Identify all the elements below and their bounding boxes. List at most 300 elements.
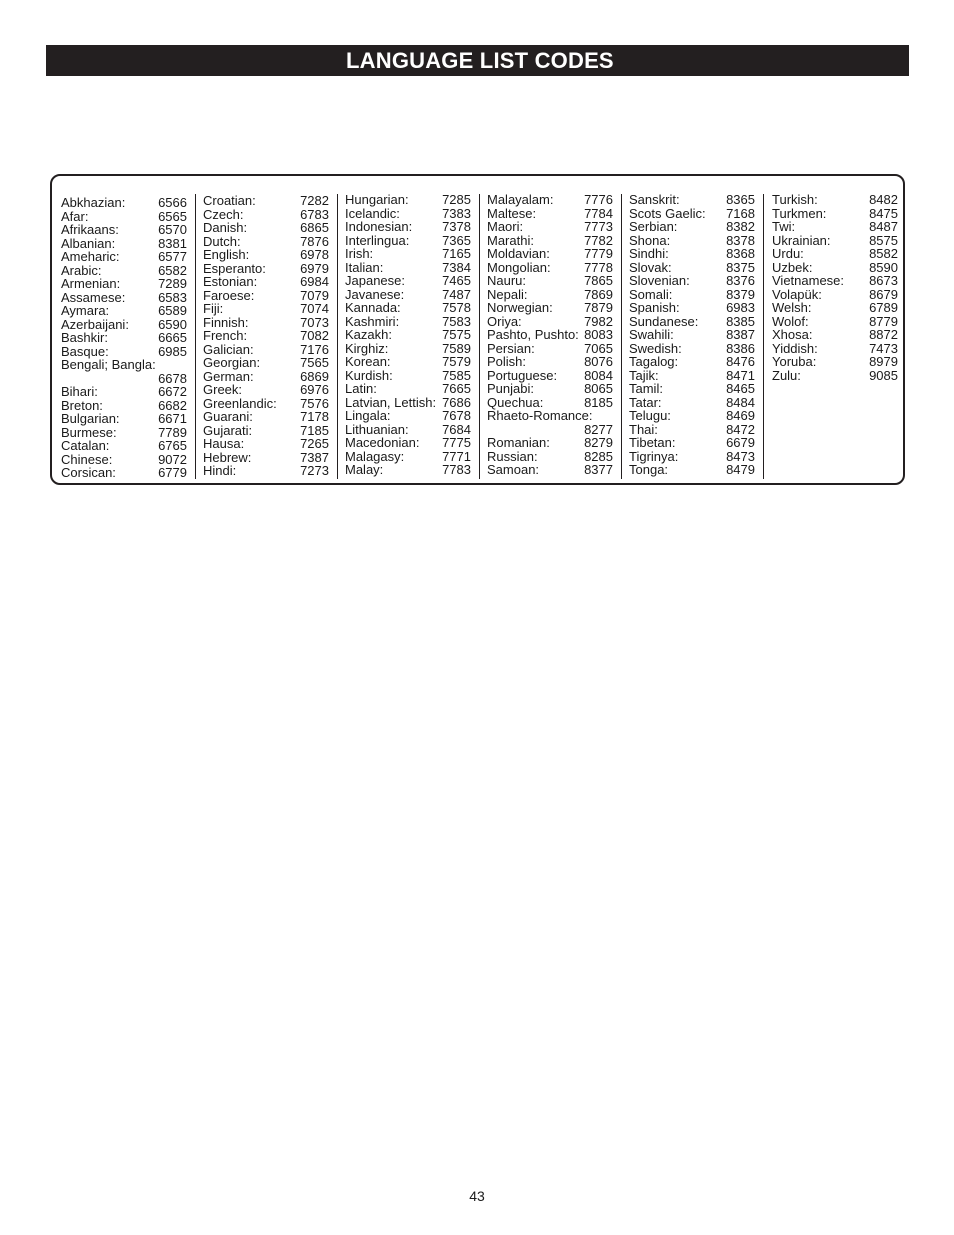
language-code: 8185 xyxy=(584,394,613,410)
language-name: Somali: xyxy=(629,286,673,302)
language-entry xyxy=(203,451,329,465)
language-name: Lingala: xyxy=(345,408,391,423)
language-entry xyxy=(203,275,329,289)
language-name: Bihari: xyxy=(61,384,98,399)
language-entry xyxy=(61,304,187,318)
language-name: Scots Gaelic: xyxy=(629,205,706,221)
language-code: 8465 xyxy=(726,381,755,396)
language-entry xyxy=(629,369,755,383)
language-entry xyxy=(203,235,329,249)
language-code: 8487 xyxy=(869,219,898,234)
language-entry xyxy=(772,247,898,261)
language-entry xyxy=(629,261,755,275)
language-code: 7779 xyxy=(584,246,613,261)
language-name: Greek: xyxy=(203,382,243,397)
language-column-2 xyxy=(203,194,329,478)
language-entry xyxy=(629,463,755,477)
language-code: 7178 xyxy=(300,409,329,424)
language-entry xyxy=(487,207,613,221)
language-code: 8379 xyxy=(726,286,755,302)
language-name: Welsh: xyxy=(772,300,812,315)
language-code: 7869 xyxy=(584,286,613,302)
language-entry xyxy=(203,302,329,316)
language-entry xyxy=(345,355,471,369)
language-name: Russian: xyxy=(487,448,538,464)
language-entry xyxy=(772,301,898,315)
language-entry xyxy=(772,288,898,302)
language-entry xyxy=(772,369,898,383)
language-code: 8575 xyxy=(869,232,898,248)
language-name: Latin: xyxy=(345,381,377,396)
language-code: 8979 xyxy=(869,354,898,369)
language-code: 6985 xyxy=(158,343,187,359)
language-code: 6869 xyxy=(300,368,329,384)
language-name: Italian: xyxy=(345,259,384,275)
language-name: Dutch: xyxy=(203,233,241,249)
language-name: Portuguese: xyxy=(487,367,558,383)
language-code: 7282 xyxy=(300,193,329,208)
language-name: Gujarati: xyxy=(203,422,253,438)
language-entry xyxy=(772,220,898,234)
language-name: English: xyxy=(203,247,250,262)
language-entry xyxy=(487,234,613,248)
language-code: 7265 xyxy=(300,436,329,451)
language-entry xyxy=(629,423,755,437)
language-name: Tibetan: xyxy=(629,435,676,450)
language-code: 8277 xyxy=(584,421,613,437)
language-code: 7185 xyxy=(300,422,329,438)
language-name: Samoan: xyxy=(487,462,540,477)
language-entry xyxy=(203,262,329,276)
language-name: Bulgarian: xyxy=(61,411,120,426)
language-entry xyxy=(345,450,471,464)
language-name: Swedish: xyxy=(629,340,682,356)
language-entry xyxy=(629,220,755,234)
language-name: Macedonian: xyxy=(345,435,420,450)
language-name: French: xyxy=(203,328,248,343)
language-entry xyxy=(61,358,187,385)
language-name: Slovak: xyxy=(629,259,672,275)
language-code: 8365 xyxy=(726,192,755,207)
language-entry xyxy=(345,288,471,302)
language-name: Polish: xyxy=(487,354,527,369)
language-code: 6577 xyxy=(158,249,187,264)
language-entry xyxy=(203,437,329,451)
language-name: Norwegian: xyxy=(487,300,553,315)
language-code: 8590 xyxy=(869,259,898,275)
language-code: 6566 xyxy=(158,195,187,210)
language-entry xyxy=(345,315,471,329)
language-name: Turkish: xyxy=(772,192,818,207)
language-name: Kashmiri: xyxy=(345,313,400,329)
language-code: 7686 xyxy=(442,394,471,410)
language-name: Tigrinya: xyxy=(629,448,679,464)
language-name: Aymara: xyxy=(61,303,110,318)
column-divider xyxy=(621,194,622,479)
language-entry xyxy=(345,396,471,410)
language-code: 6589 xyxy=(158,303,187,318)
language-name: Kurdish: xyxy=(345,367,393,383)
column-divider xyxy=(337,194,338,479)
language-code: 6590 xyxy=(158,316,187,332)
language-code: 8368 xyxy=(726,246,755,261)
language-name: Thai: xyxy=(629,421,658,437)
language-entry xyxy=(61,223,187,237)
language-code: 7578 xyxy=(442,300,471,315)
language-entry xyxy=(487,328,613,342)
language-name: Latvian, Lettish: xyxy=(345,394,437,410)
language-name: Bengali; Bangla: xyxy=(61,357,156,372)
language-name: Quechua: xyxy=(487,394,544,410)
language-entry xyxy=(772,261,898,275)
language-entry xyxy=(629,396,755,410)
language-name: Hindi: xyxy=(203,463,237,478)
language-entry xyxy=(345,193,471,207)
language-name: Sindhi: xyxy=(629,246,669,261)
language-name: Mongolian: xyxy=(487,259,551,275)
language-entry xyxy=(203,343,329,357)
column-divider xyxy=(763,194,764,479)
language-code: 7665 xyxy=(442,381,471,396)
language-entry xyxy=(61,210,187,224)
language-entry xyxy=(61,237,187,251)
language-name: Javanese: xyxy=(345,286,405,302)
language-code: 7684 xyxy=(442,421,471,437)
language-column-6 xyxy=(772,193,898,382)
language-code: 6583 xyxy=(158,289,187,305)
language-name: Nepali: xyxy=(487,286,528,302)
language-entry xyxy=(629,436,755,450)
language-name: Marathi: xyxy=(487,232,534,248)
language-entry xyxy=(487,450,613,464)
language-code: 6983 xyxy=(726,300,755,315)
language-entry xyxy=(345,382,471,396)
language-code: 7784 xyxy=(584,205,613,221)
language-entry xyxy=(345,369,471,383)
language-entry xyxy=(487,396,613,410)
language-entry xyxy=(61,318,187,332)
language-entry xyxy=(487,382,613,396)
language-name: Danish: xyxy=(203,220,248,235)
language-name: Greenlandic: xyxy=(203,395,277,411)
language-code-table xyxy=(50,174,905,485)
language-name: Icelandic: xyxy=(345,205,400,221)
language-code: 8084 xyxy=(584,367,613,383)
language-name: Abkhazian: xyxy=(61,195,126,210)
language-entry xyxy=(345,409,471,423)
language-name: Zulu: xyxy=(772,367,801,383)
language-code: 7585 xyxy=(442,367,471,383)
language-name: Persian: xyxy=(487,340,535,356)
page-title: LANGUAGE LIST CODES xyxy=(46,45,909,76)
language-name: Interlingua: xyxy=(345,232,410,248)
language-code: 7773 xyxy=(584,219,613,234)
language-name: Moldavian: xyxy=(487,246,550,261)
language-code: 8673 xyxy=(869,273,898,288)
language-name: Finnish: xyxy=(203,314,249,330)
language-name: Czech: xyxy=(203,206,244,222)
language-code: 8385 xyxy=(726,313,755,329)
language-name: Georgian: xyxy=(203,355,261,370)
language-entry xyxy=(772,342,898,356)
language-entry xyxy=(203,464,329,478)
language-entry xyxy=(629,288,755,302)
language-code: 9072 xyxy=(158,451,187,467)
language-code: 7384 xyxy=(442,259,471,275)
language-name: Uzbek: xyxy=(772,259,813,275)
language-code: 7273 xyxy=(300,463,329,478)
language-name: Korean: xyxy=(345,354,391,369)
language-entry xyxy=(487,409,613,436)
page-number: 43 xyxy=(469,1188,485,1204)
language-code: 8386 xyxy=(726,340,755,356)
language-entry xyxy=(629,382,755,396)
language-code: 8472 xyxy=(726,421,755,437)
language-entry xyxy=(61,439,187,453)
language-code: 7168 xyxy=(726,205,755,221)
language-name: Ameharic: xyxy=(61,249,120,264)
language-code: 6783 xyxy=(300,206,329,222)
language-code: 6570 xyxy=(158,222,187,237)
language-code: 7074 xyxy=(300,301,329,316)
language-entry xyxy=(203,397,329,411)
language-entry xyxy=(629,274,755,288)
language-entry xyxy=(203,194,329,208)
language-entry xyxy=(772,274,898,288)
language-name: Telugu: xyxy=(629,408,671,423)
language-code: 7378 xyxy=(442,219,471,234)
language-code: 7778 xyxy=(584,259,613,275)
language-code: 7583 xyxy=(442,313,471,329)
language-entry xyxy=(61,412,187,426)
language-entry xyxy=(487,342,613,356)
language-name: Ukrainian: xyxy=(772,232,831,248)
language-code: 8473 xyxy=(726,448,755,464)
language-entry xyxy=(203,316,329,330)
language-entry xyxy=(61,331,187,345)
language-name: Rhaeto-Romance: xyxy=(487,408,593,423)
language-entry xyxy=(61,385,187,399)
language-entry xyxy=(629,409,755,423)
language-entry xyxy=(487,436,613,450)
language-code: 7589 xyxy=(442,340,471,356)
language-entry xyxy=(629,247,755,261)
language-entry xyxy=(345,274,471,288)
language-code: 8482 xyxy=(869,192,898,207)
language-column-3 xyxy=(345,193,471,477)
language-code: 7783 xyxy=(442,462,471,477)
language-entry xyxy=(345,463,471,477)
language-name: Albanian: xyxy=(61,235,116,251)
language-entry xyxy=(345,436,471,450)
language-code: 6582 xyxy=(158,262,187,278)
language-code: 8083 xyxy=(584,327,613,342)
language-entry xyxy=(61,466,187,480)
language-entry xyxy=(203,221,329,235)
language-code: 6679 xyxy=(726,435,755,450)
language-code: 6671 xyxy=(158,411,187,426)
language-name: Fiji: xyxy=(203,301,224,316)
language-name: Irish: xyxy=(345,246,374,261)
language-entry xyxy=(487,369,613,383)
language-entry xyxy=(629,315,755,329)
language-code: 8285 xyxy=(584,448,613,464)
language-entry xyxy=(203,383,329,397)
language-column-1 xyxy=(61,196,187,480)
language-entry xyxy=(629,355,755,369)
language-name: Tagalog: xyxy=(629,354,679,369)
language-name: Malagasy: xyxy=(345,448,405,464)
language-code: 6565 xyxy=(158,208,187,224)
language-entry xyxy=(772,355,898,369)
language-entry xyxy=(345,328,471,342)
language-code: 7575 xyxy=(442,327,471,342)
language-code: 8375 xyxy=(726,259,755,275)
language-name: Hungarian: xyxy=(345,192,409,207)
language-name: Hausa: xyxy=(203,436,245,451)
language-name: Nauru: xyxy=(487,273,527,288)
column-divider xyxy=(195,194,196,479)
language-code: 8377 xyxy=(584,462,613,477)
language-code: 7082 xyxy=(300,328,329,343)
language-entry xyxy=(487,463,613,477)
language-entry xyxy=(772,207,898,221)
language-name: Serbian: xyxy=(629,219,678,234)
language-name: Assamese: xyxy=(61,289,126,305)
language-name: Slovenian: xyxy=(629,273,690,288)
language-entry xyxy=(772,315,898,329)
language-code: 6978 xyxy=(300,247,329,262)
language-entry xyxy=(487,301,613,315)
language-entry xyxy=(61,453,187,467)
language-name: Vietnamese: xyxy=(772,273,845,288)
language-entry xyxy=(345,207,471,221)
column-divider xyxy=(479,194,480,479)
language-code: 7776 xyxy=(584,192,613,207)
language-entry xyxy=(487,288,613,302)
language-name: Faroese: xyxy=(203,287,255,303)
language-name: Tonga: xyxy=(629,462,669,477)
language-name: Twi: xyxy=(772,219,796,234)
language-name: Galician: xyxy=(203,341,254,357)
language-entry xyxy=(203,248,329,262)
language-code: 8382 xyxy=(726,219,755,234)
language-code: 7678 xyxy=(442,408,471,423)
language-name: Shona: xyxy=(629,232,671,248)
language-code: 7775 xyxy=(442,435,471,450)
language-code: 7576 xyxy=(300,395,329,411)
language-name: Romanian: xyxy=(487,435,550,450)
language-code: 7285 xyxy=(442,192,471,207)
language-name: Kannada: xyxy=(345,300,401,315)
language-entry xyxy=(203,289,329,303)
language-code: 6665 xyxy=(158,330,187,345)
language-code: 6779 xyxy=(158,465,187,480)
language-entry xyxy=(487,193,613,207)
language-entry xyxy=(487,247,613,261)
language-code: 7383 xyxy=(442,205,471,221)
language-entry xyxy=(345,423,471,437)
language-code: 6682 xyxy=(158,397,187,413)
language-entry xyxy=(61,264,187,278)
language-name: Pashto, Pushto: xyxy=(487,327,579,342)
language-name: Maori: xyxy=(487,219,524,234)
language-entry xyxy=(61,399,187,413)
language-code: 7387 xyxy=(300,449,329,465)
language-entry xyxy=(61,196,187,210)
language-code: 6976 xyxy=(300,382,329,397)
language-code: 8279 xyxy=(584,435,613,450)
language-entry xyxy=(629,301,755,315)
language-name: Estonian: xyxy=(203,274,258,289)
language-entry xyxy=(629,450,755,464)
language-name: Malay: xyxy=(345,462,384,477)
language-entry xyxy=(61,250,187,264)
language-code: 8378 xyxy=(726,232,755,248)
language-name: Yiddish: xyxy=(772,340,818,356)
language-code: 8476 xyxy=(726,354,755,369)
language-entry xyxy=(203,424,329,438)
language-code: 8471 xyxy=(726,367,755,383)
language-name: Punjabi: xyxy=(487,381,534,396)
language-code: 8582 xyxy=(869,246,898,261)
language-code: 8065 xyxy=(584,381,613,396)
language-code: 8872 xyxy=(869,327,898,342)
language-name: Afar: xyxy=(61,208,89,224)
language-entry xyxy=(487,315,613,329)
language-entry xyxy=(772,234,898,248)
language-code: 6678 xyxy=(158,370,187,386)
language-code: 6672 xyxy=(158,384,187,399)
language-name: Croatian: xyxy=(203,193,256,208)
language-entry xyxy=(487,355,613,369)
language-name: Wolof: xyxy=(772,313,809,329)
language-name: Tajik: xyxy=(629,367,659,383)
language-code: 7876 xyxy=(300,233,329,249)
language-entry xyxy=(629,207,755,221)
language-entry xyxy=(61,426,187,440)
language-code: 7789 xyxy=(158,424,187,440)
language-name: Guarani: xyxy=(203,409,253,424)
language-code: 7165 xyxy=(442,246,471,261)
language-name: Indonesian: xyxy=(345,219,413,234)
language-entry xyxy=(629,193,755,207)
language-entry xyxy=(61,291,187,305)
language-entry xyxy=(61,345,187,359)
language-entry xyxy=(772,328,898,342)
language-entry xyxy=(203,370,329,384)
language-name: Maltese: xyxy=(487,205,537,221)
language-name: Spanish: xyxy=(629,300,680,315)
language-entry xyxy=(345,247,471,261)
language-code: 7079 xyxy=(300,287,329,303)
language-code: 8376 xyxy=(726,273,755,288)
language-code: 6984 xyxy=(300,274,329,289)
language-entry xyxy=(345,261,471,275)
language-name: Kazakh: xyxy=(345,327,392,342)
language-entry xyxy=(487,261,613,275)
language-name: Burmese: xyxy=(61,424,117,440)
language-name: Swahili: xyxy=(629,327,674,342)
language-code: 7982 xyxy=(584,313,613,329)
language-code: 8779 xyxy=(869,313,898,329)
language-name: Azerbaijani: xyxy=(61,316,129,332)
language-code: 7782 xyxy=(584,232,613,248)
language-entry xyxy=(487,220,613,234)
language-name: Volapük: xyxy=(772,286,822,302)
language-name: Esperanto: xyxy=(203,260,266,276)
language-name: German: xyxy=(203,368,254,384)
